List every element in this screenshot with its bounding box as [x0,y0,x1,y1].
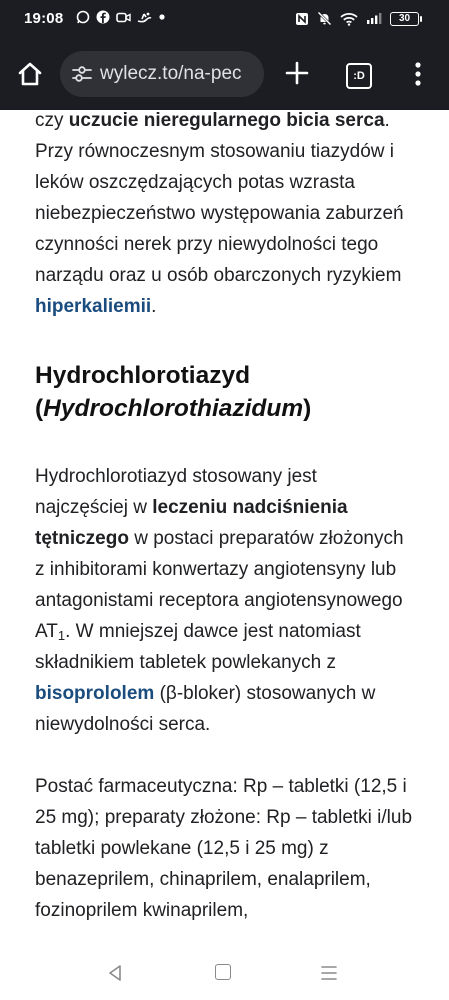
heading-latin-name: Hydrochlorothiazidum [43,395,304,422]
wifi-icon [340,12,358,26]
recent-apps-icon[interactable] [320,964,338,982]
heading-text: Hydrochlorotiazyd [35,362,251,389]
bold-text: uczucie nieregularnego bicia serca [68,110,385,131]
battery-indicator: 30 [390,12,419,26]
text-span: (β-bloker) stosowanych w niewydolności serca. [35,683,376,735]
system-navigation-bar [0,954,449,1000]
home-icon[interactable] [16,60,44,88]
bold-text: leczeniu nadciśnienia tętniczego [35,497,348,549]
address-bar[interactable] [60,51,264,97]
paragraph-hydrochlorothiazide-use [35,461,415,740]
status-time: 19:08 [24,10,64,27]
system-icons [295,11,419,26]
notification-icons [76,10,166,24]
dot-icon [158,13,166,21]
tab-switcher-button[interactable] [346,63,372,89]
heading-paren: ( [35,395,44,422]
new-tab-icon[interactable] [284,60,310,86]
link-hiperkaliemii[interactable]: hiperkaliemii [35,296,152,317]
browser-toolbar [0,38,449,110]
paragraph-pharmaceutical-form: Postać farmaceutyczna: Rp – tabletki (12,5 i 25 mg); preparaty złożone: Rp – tabletki i/lub tabletki powlekane (12,5 i 25 mg) z benazeprilem, chinaprilem, enalaprilem, fozinoprilem kwinaprilem, [35,776,413,921]
article-content [35,105,415,926]
text-span: czy [35,110,69,131]
status-bar [0,0,449,38]
text-span: Hydrochlorotiazyd stosowany jest najczęściej w [35,466,317,518]
url-text[interactable]: wylecz.to/na-pec [100,63,242,84]
text-span: w postaci preparatów złożonych z inhibitorami konwertazy angiotensyny lub antagonistami receptora angiotensynowego AT [35,528,404,642]
link-bisoprololem[interactable]: bisoprololem [35,683,155,704]
camera-icon [116,11,131,24]
section-heading-wrapper [35,359,415,425]
subscript: 1 [57,628,66,643]
whatsapp-icon [76,10,90,24]
hand-icon [137,11,152,24]
heading-paren: ) [303,395,312,422]
mute-icon [317,11,332,26]
tab-switcher-label: :D [353,70,365,82]
signal-icon [366,12,382,25]
nfc-icon [295,12,309,26]
text-span: . [151,296,157,317]
text-span: . Przy równoczesnym stosowaniu tiazydów i leków oszczędzających potas wzrasta niebezpieczeństwo występowania zaburzeń czynności nerek przy niewydolności tego narządu oraz u osób obarczonych ryzykiem [35,110,404,286]
section-heading [35,359,415,425]
paragraph-potassium [35,105,415,322]
facebook-icon [96,10,110,24]
home-nav-icon[interactable] [215,964,231,980]
more-options-icon[interactable] [413,61,423,87]
text-span: . W mniejszej dawce jest natomiast składnikiem tabletek powlekanych z [35,621,361,673]
back-icon[interactable] [106,963,124,983]
site-settings-icon[interactable] [71,64,93,84]
